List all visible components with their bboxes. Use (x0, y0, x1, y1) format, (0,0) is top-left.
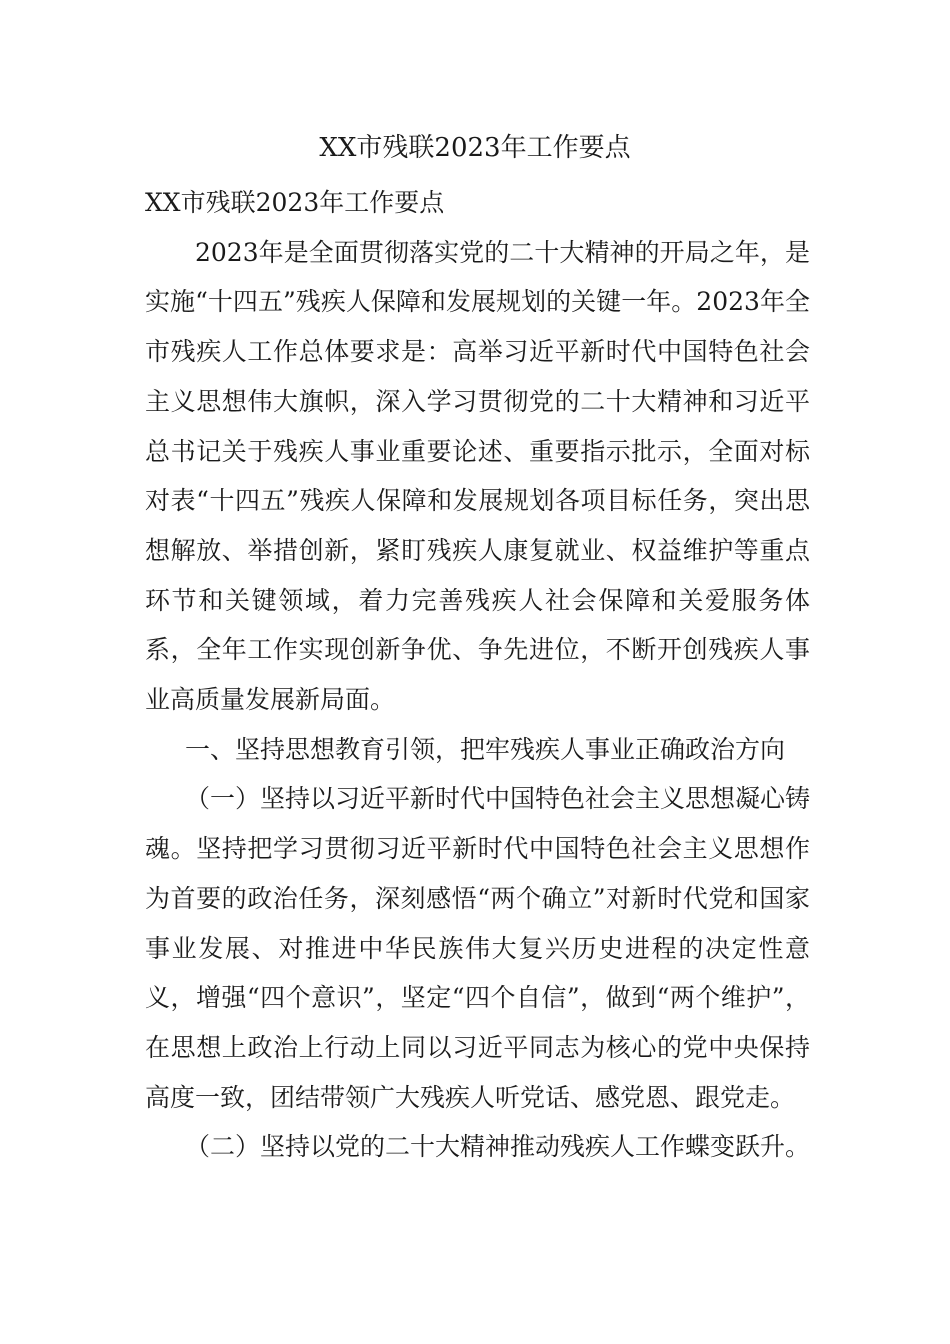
section-1-item-2-paragraph: （二）坚持以党的二十大精神推动残疾人工作蝶变跃升。 (185, 1132, 811, 1162)
section-1-item-1-paragraph: （一）坚持以习近平新时代中国特色社会主义思想凝心铸魂。坚持把学习贯彻习近平新时代中国特色社会主义思想作为首要的政治任务，深刻感悟“两个确立”对新时代党和国家事业发展、对推进中华民族伟大复兴历史进程的决定性意义，增强“四个意识”，坚定“四个自信”，做到“两个维护”，在思想上政治上行动上同以习近平同志为核心的党中央保持高度一致，团结带领广大残疾人听党话、感党恩、跟党走。 (145, 784, 811, 1112)
document-title: XX市残联2023年工作要点 (319, 133, 631, 163)
section-1-heading: 一、坚持思想教育引领，把牢残疾人事业正确政治方向 (185, 734, 786, 764)
intro-paragraph: 2023年是全面贯彻落实党的二十大精神的开局之年，是实施“十四五”残疾人保障和发展规划的关键一年。2023年全市残疾人工作总体要求是：高举习近平新时代中国特色社会主义思想伟大旗帜，深入学习贯彻党的二十大精神和习近平总书记关于残疾人事业重要论述、重要指示批示，全面对标对表“十四五”残疾人保障和发展规划各项目标任务，突出思想解放、举措创新，紧盯残疾人康复就业、权益维护等重点环节和关键领域，着力完善残疾人社会保障和关爱服务体系，全年工作实现创新争优、争先进位，不断开创残疾人事业高质量发展新局面。 (145, 237, 810, 715)
document-body (145, 178, 810, 1172)
document-subtitle: XX市残联2023年工作要点 (145, 188, 445, 217)
